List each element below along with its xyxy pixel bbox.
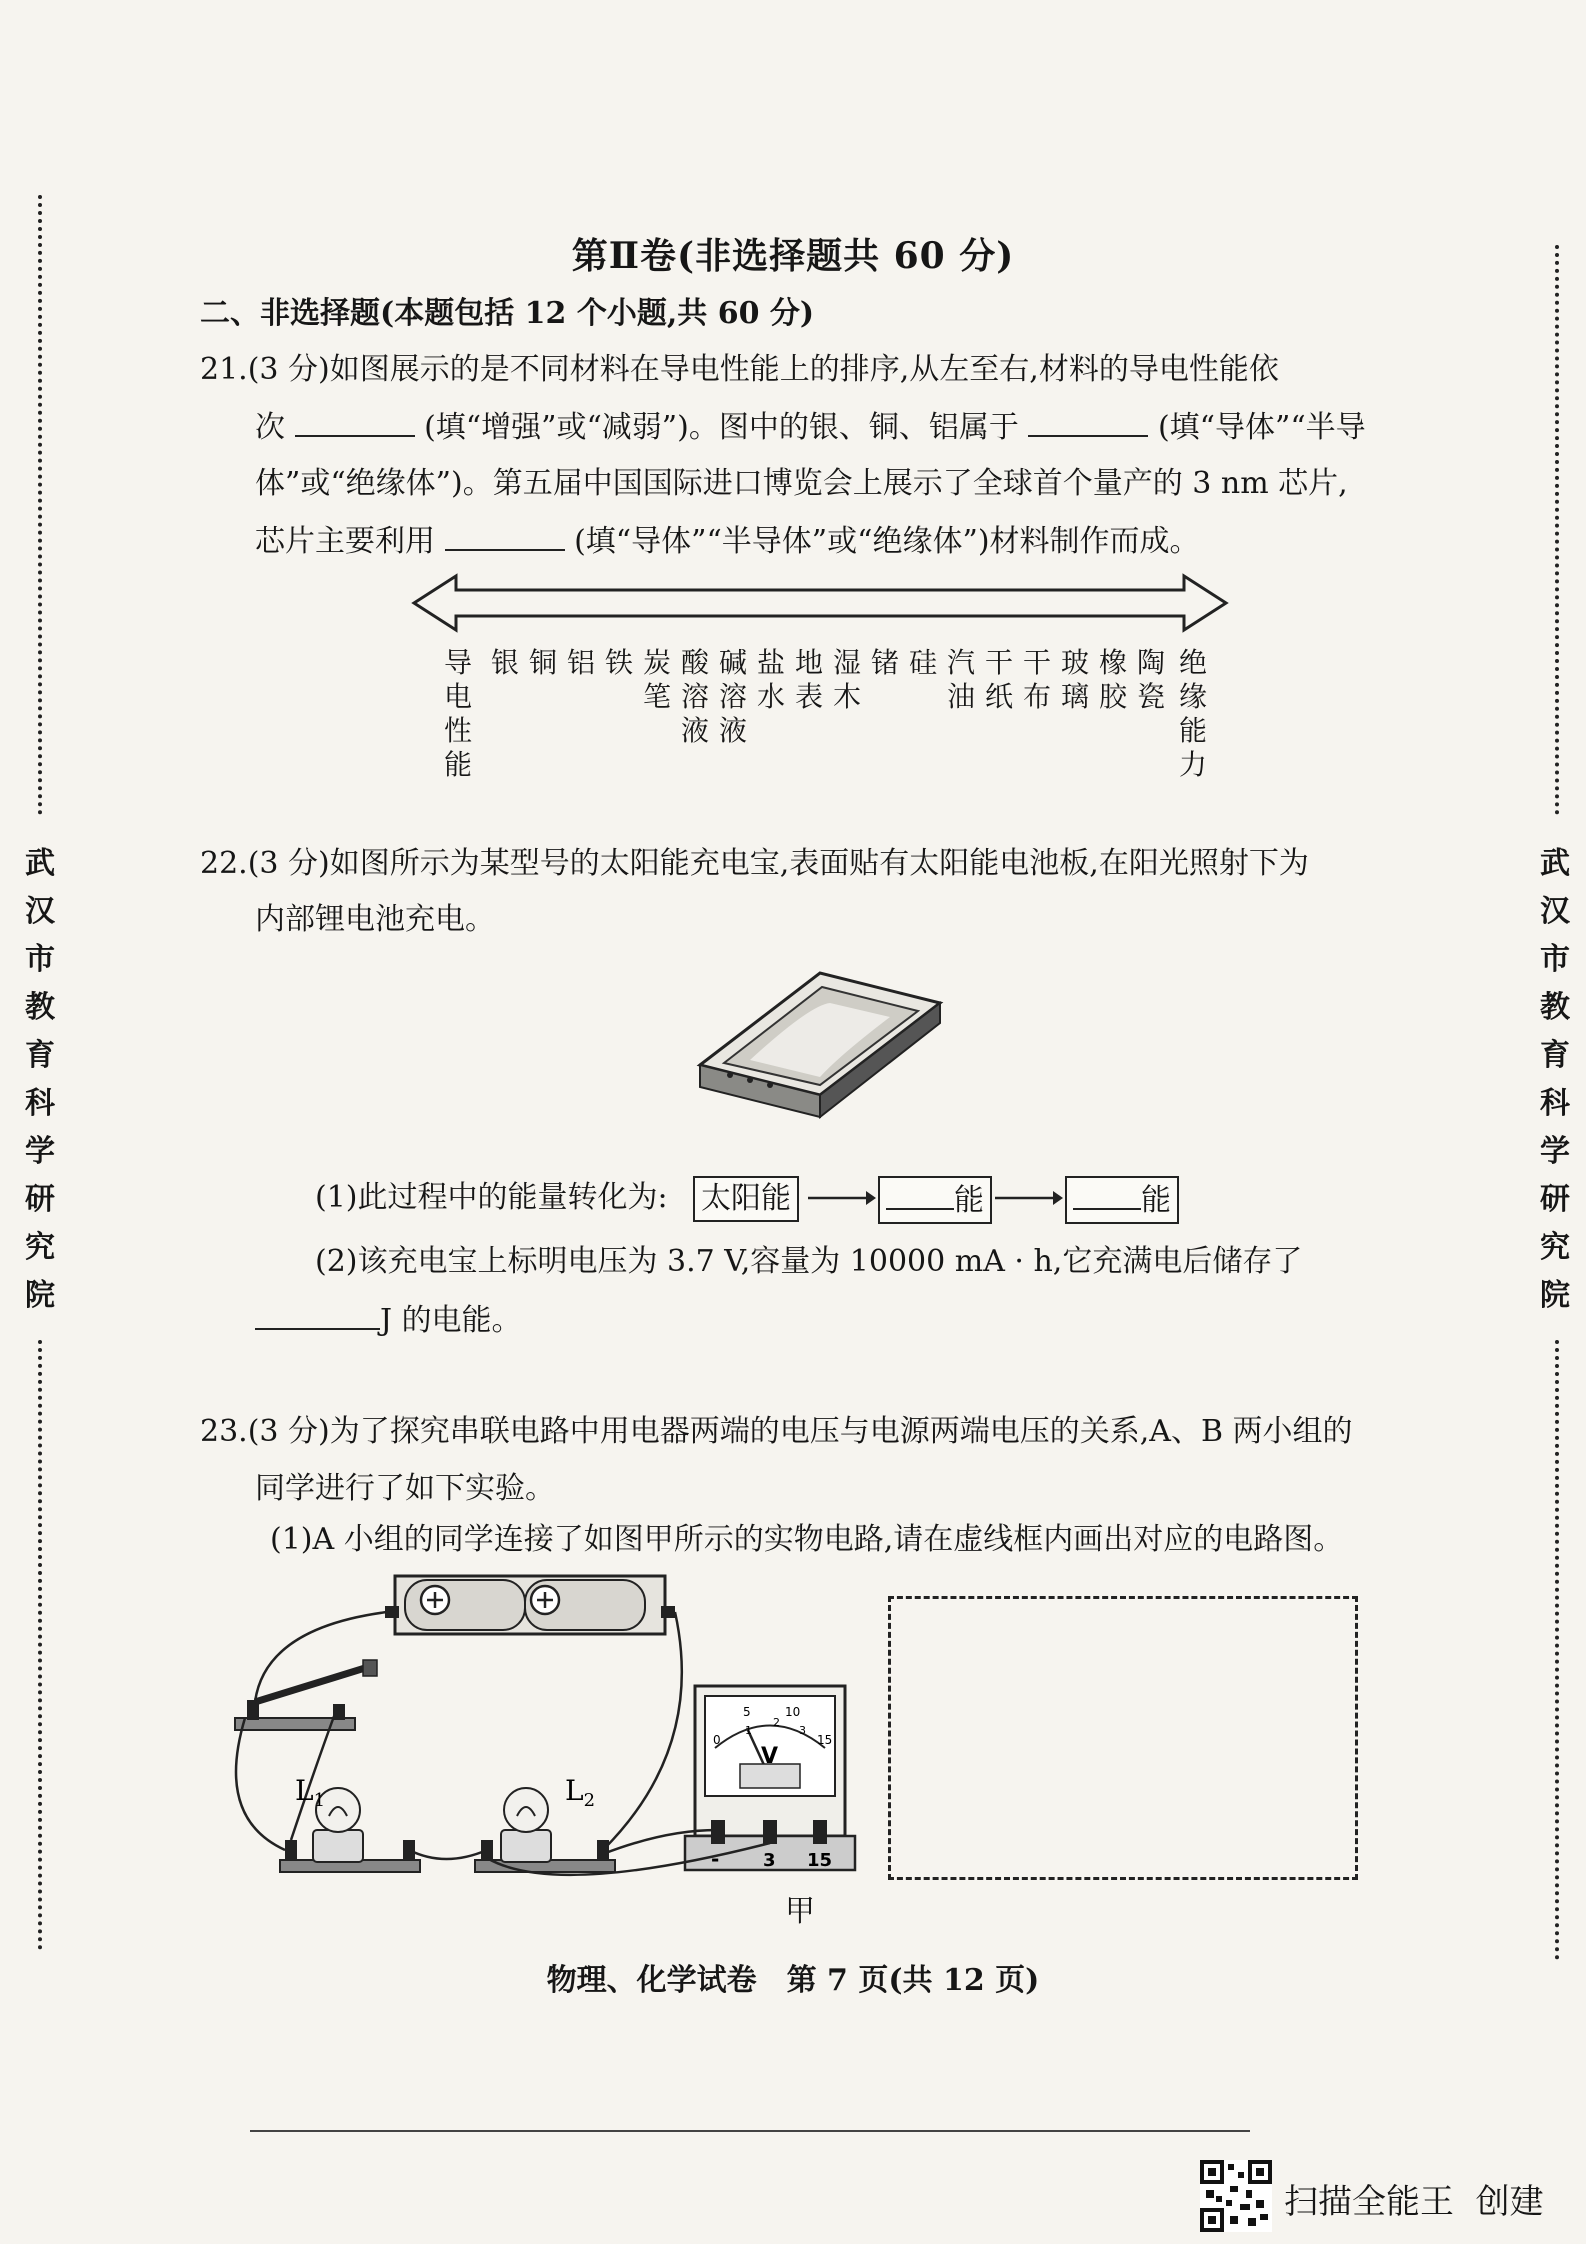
energy-box-3-suffix: 能	[1141, 1183, 1171, 1218]
conductivity-double-arrow	[410, 572, 1230, 634]
material-14: 干布	[1022, 646, 1051, 713]
q22-p2-line2-text: J 的电能。	[380, 1303, 522, 1338]
q22-p2-line2	[255, 1298, 522, 1343]
energy-box-2-suffix: 能	[954, 1183, 984, 1218]
arrow-right-icon	[995, 1186, 1063, 1210]
side-label-char: 汉	[1540, 894, 1570, 929]
voltmeter-symbol: V	[761, 1744, 779, 1769]
terminal-15: 15	[807, 1850, 833, 1871]
left-binding-dots-top	[38, 195, 42, 815]
scale-tick-15: 15	[817, 1733, 833, 1747]
material-17: 陶瓷	[1136, 646, 1165, 713]
side-label-char: 教	[1540, 990, 1570, 1025]
material-16: 橡胶	[1098, 646, 1127, 713]
q22-line1: 22.(3 分)如图所示为某型号的太阳能充电宝,表面贴有太阳能电池板,在阳光照射下为	[200, 846, 1309, 881]
energy-box-3[interactable]	[1065, 1176, 1179, 1224]
material-3: 铁	[604, 646, 633, 679]
side-label-char: 市	[1540, 942, 1570, 977]
material-0: 银	[490, 646, 519, 679]
watermark-text: 扫描全能王 创建	[1284, 2182, 1544, 2222]
page-footer: 物理、化学试卷 第 7 页(共 12 页)	[546, 1963, 1040, 1998]
q21-line2b: (填“增强”或“减弱”)。图中的银、铜、铝属于	[424, 410, 1019, 445]
side-label-char: 院	[1540, 1278, 1570, 1313]
q21-line4	[255, 519, 1200, 564]
side-label-char: 学	[1540, 1134, 1570, 1169]
solar-power-bank-image	[690, 965, 950, 1125]
material-8: 地表	[794, 646, 823, 713]
side-label-char: 育	[1540, 1038, 1570, 1073]
right-binding-dots-bottom	[1555, 1340, 1559, 1960]
material-13: 干纸	[984, 646, 1013, 713]
side-label-left	[20, 840, 60, 1320]
energy-box-solar: 太阳能	[693, 1176, 799, 1222]
scale-inner-2: 2	[773, 1716, 780, 1729]
terminal-3: 3	[763, 1850, 776, 1871]
scale-inner-3: 3	[799, 1724, 806, 1737]
material-4: 炭笔	[642, 646, 671, 713]
q21-line2	[255, 405, 1366, 450]
q21-line3: 体”或“绝缘体”)。第五届中国国际进口博览会上展示了全球首个量产的 3 nm 芯片,	[255, 466, 1348, 501]
bulb2-label: $L_2$	[565, 1774, 596, 1811]
material-1: 铜	[528, 646, 557, 679]
q21-line2a: 次	[255, 410, 285, 445]
left-binding-dots-bottom	[38, 1340, 42, 1950]
q21-blank3[interactable]	[445, 519, 565, 551]
side-label-char: 科	[1540, 1086, 1570, 1121]
side-label-char: 教	[25, 990, 55, 1025]
answer-dashed-box[interactable]	[888, 1596, 1358, 1880]
label-insulation: 绝缘能力	[1178, 646, 1207, 781]
q23-line2: 同学进行了如下实验。	[255, 1471, 555, 1506]
bottom-rule	[250, 2130, 1250, 2132]
q23-p1: (1)A 小组的同学连接了如图甲所示的实物电路,请在虚线框内画出对应的电路图。	[270, 1522, 1344, 1557]
side-label-char: 究	[25, 1230, 55, 1265]
q22-line2: 内部锂电池充电。	[255, 902, 495, 937]
q22-p2-line1: (2)该充电宝上标明电压为 3.7 V,容量为 10000 mA · h,它充满电后储存了	[315, 1244, 1303, 1279]
side-label-char: 科	[25, 1086, 55, 1121]
q21-blank2[interactable]	[1028, 405, 1148, 437]
q23-line1: 23.(3 分)为了探究串联电路中用电器两端的电压与电源两端电压的关系,A、B 两小组的	[200, 1414, 1353, 1449]
right-binding-dots-top	[1555, 245, 1559, 815]
energy-box-2[interactable]	[878, 1176, 992, 1224]
scale-tick-0: 0	[713, 1733, 721, 1747]
material-10: 锗	[870, 646, 899, 679]
material-2: 铝	[566, 646, 595, 679]
q22-blank-energy[interactable]	[255, 1298, 380, 1330]
side-label-char: 学	[25, 1134, 55, 1169]
scale-tick-10: 10	[785, 1705, 801, 1719]
terminal-minus: -	[711, 1847, 720, 1871]
q21-line4a: 芯片主要利用	[255, 524, 435, 559]
side-label-char: 院	[25, 1278, 55, 1313]
side-label-char: 市	[25, 942, 55, 977]
q21-line1: 21.(3 分)如图展示的是不同材料在导电性能上的排序,从左至右,材料的导电性能依	[200, 352, 1279, 387]
side-label-char: 武	[25, 846, 55, 881]
material-7: 盐水	[756, 646, 785, 713]
circuit-figure-jia	[225, 1568, 865, 1888]
material-9: 湿木	[832, 646, 861, 713]
q21-line2c: (填“导体”“半导	[1157, 410, 1366, 445]
arrow-right-icon	[808, 1186, 876, 1210]
material-11: 硅	[908, 646, 937, 679]
side-label-char: 武	[1540, 846, 1570, 881]
q21-line4b: (填“导体”“半导体”或“绝缘体”)材料制作而成。	[574, 524, 1200, 559]
side-label-char: 育	[25, 1038, 55, 1073]
figure-caption: 甲	[785, 1894, 815, 1929]
material-5: 酸溶液	[680, 646, 709, 747]
scale-tick-5: 5	[743, 1705, 751, 1719]
q21-blank1[interactable]	[295, 405, 415, 437]
energy-blank-2[interactable]	[886, 1178, 954, 1210]
material-12: 汽油	[946, 646, 975, 713]
energy-blank-3[interactable]	[1073, 1178, 1141, 1210]
q22-p1-label: (1)此过程中的能量转化为:	[315, 1180, 668, 1215]
side-label-char: 究	[1540, 1230, 1570, 1265]
scale-inner-1: 1	[745, 1724, 752, 1737]
label-conductivity: 导电性能	[443, 646, 472, 781]
side-label-char: 研	[25, 1182, 55, 1217]
side-label-char: 研	[1540, 1182, 1570, 1217]
side-label-char: 汉	[25, 894, 55, 929]
bulb1-label: $L_1$	[295, 1774, 326, 1811]
section-title: 第Ⅱ卷(非选择题共 60 分)	[571, 235, 1015, 277]
qr-code-icon	[1200, 2160, 1272, 2232]
material-15: 玻璃	[1060, 646, 1089, 713]
side-label-right	[1535, 840, 1575, 1320]
section-header: 二、非选择题(本题包括 12 个小题,共 60 分)	[200, 296, 815, 331]
material-6: 碱溶液	[718, 646, 747, 747]
